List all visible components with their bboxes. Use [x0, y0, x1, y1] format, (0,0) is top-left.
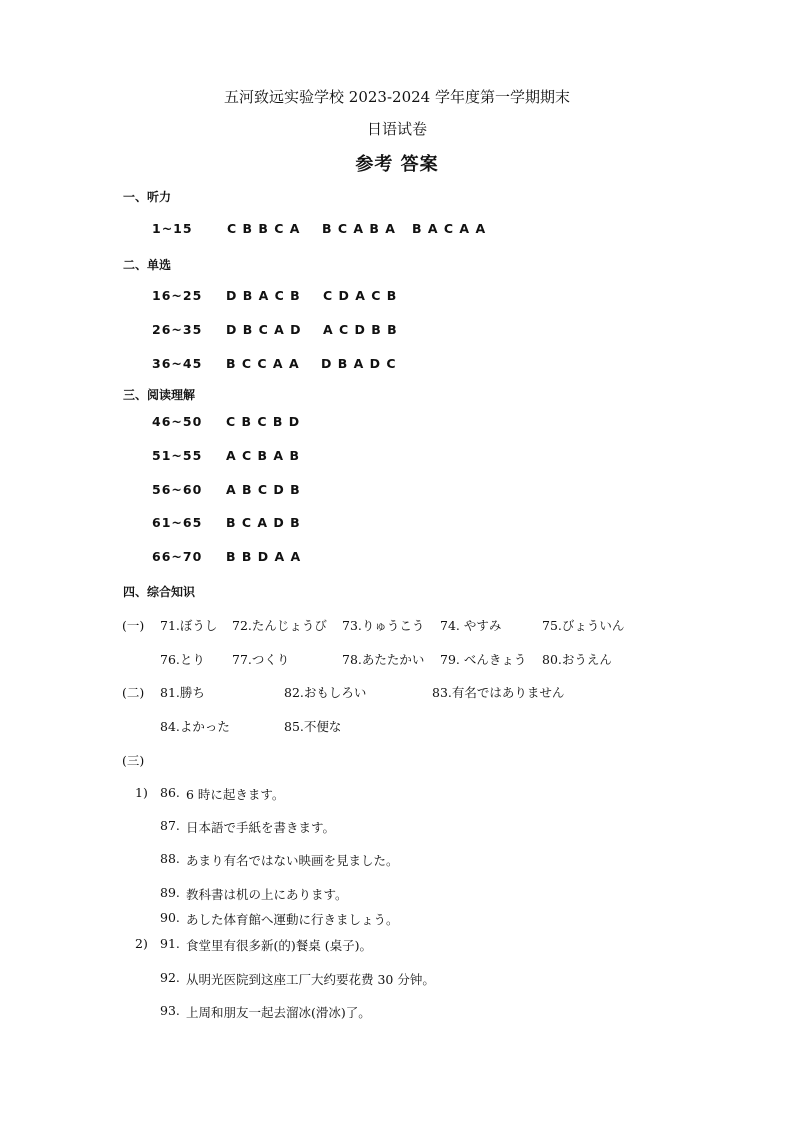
item-text: 教科書は机の上にあります。	[186, 887, 348, 902]
answer-item: 84.よかった	[160, 719, 230, 734]
item-text: 从明光医院到这座工厂大约要花费 30 分钟。	[186, 972, 435, 987]
answer-group: B A C A A	[412, 221, 487, 236]
answer-item: 73.りゅうこう	[342, 618, 425, 633]
section-single-choice-label: 二、单选	[123, 258, 172, 272]
item-text: 食堂里有很多新(的)餐桌 (桌子)。	[186, 938, 372, 953]
exam-subtitle: 日语试卷	[366, 120, 427, 138]
answer-group: B C A D B	[226, 515, 301, 530]
answer-item: 77.つくり	[232, 652, 290, 667]
item-number: 92.	[160, 970, 180, 985]
answer-group: C B B C A	[227, 221, 301, 236]
answer-item: 83.有名ではありません	[432, 685, 565, 700]
answer-group: C B C B D	[226, 414, 301, 429]
item-number: 88.	[160, 851, 180, 866]
answer-item: 74. やすみ	[440, 618, 502, 633]
answer-item: 79. べんきょう	[440, 652, 527, 667]
range-label: 16~25	[152, 288, 203, 303]
item-number: 87.	[160, 818, 180, 833]
section-reading-label: 三、阅读理解	[123, 388, 196, 402]
range-label: 56~60	[152, 482, 203, 497]
part-label: (一)	[122, 618, 145, 633]
item-number: 90.	[160, 910, 180, 925]
answer-group: A C B A B	[226, 448, 300, 463]
answer-item: 72.たんじょうび	[232, 618, 327, 633]
answer-group: D B A D C	[321, 356, 397, 371]
answer-group: A B C D B	[226, 482, 301, 497]
range-label: 66~70	[152, 549, 203, 564]
item-text: 上周和朋友一起去溜冰(滑冰)了。	[186, 1005, 371, 1020]
answer-group: B C C A A	[226, 356, 300, 371]
answer-item: 82.おもしろい	[284, 685, 367, 700]
item-text: 6 時に起きます。	[186, 787, 285, 802]
answer-item: 78.あたたかい	[342, 652, 425, 667]
range-label: 46~50	[152, 414, 203, 429]
section-comprehensive-label: 四、综合知识	[123, 585, 196, 599]
answer-heading: 参考 答案	[355, 154, 439, 175]
item-number: 89.	[160, 885, 180, 900]
sub-label: 1)	[135, 785, 148, 800]
range-label: 1~15	[152, 221, 193, 236]
answer-item: 85.不便な	[284, 719, 342, 734]
answer-item: 80.おうえん	[542, 652, 612, 667]
exam-title: 五河致远实验学校 2023-2024 学年度第一学期期末	[224, 88, 570, 106]
range-label: 26~35	[152, 322, 203, 337]
item-text: あした体育館へ運動に行きましょう。	[186, 912, 399, 927]
item-text: あまり有名ではない映画を見ました。	[186, 853, 399, 868]
answer-item: 81.勝ち	[160, 685, 205, 700]
answer-group: B C A B A	[322, 221, 396, 236]
section-listening-label: 一、听力	[123, 190, 172, 204]
part-label: (二)	[122, 685, 145, 700]
item-number: 93.	[160, 1003, 180, 1018]
range-label: 36~45	[152, 356, 203, 371]
part3-label: (三)	[122, 753, 145, 768]
answer-item: 71.ぼうし	[160, 618, 218, 633]
answer-group: B B D A A	[226, 549, 302, 564]
answer-group: C D A C B	[323, 288, 398, 303]
answer-group: D B C A D	[226, 322, 302, 337]
answer-group: D B A C B	[226, 288, 301, 303]
item-number: 91.	[160, 936, 180, 951]
answer-group: A C D B B	[323, 322, 398, 337]
answer-item: 75.びょういん	[542, 618, 625, 633]
item-text: 日本語で手紙を書きます。	[186, 820, 336, 835]
answer-item: 76.とり	[160, 652, 205, 667]
sub-label: 2)	[135, 936, 148, 951]
item-number: 86.	[160, 785, 180, 800]
range-label: 61~65	[152, 515, 203, 530]
range-label: 51~55	[152, 448, 203, 463]
